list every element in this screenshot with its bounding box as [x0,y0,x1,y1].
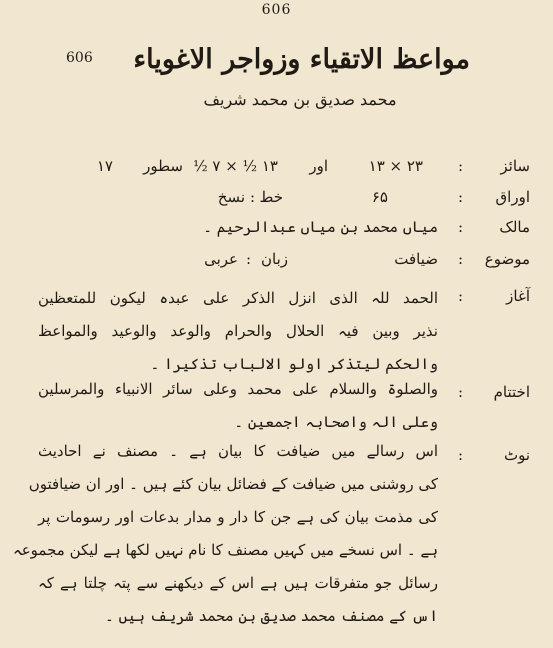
subject-label: موضوع [484,250,530,268]
language-value: عربی [204,250,238,268]
colon: : [457,188,463,206]
script-label: خط [259,188,283,206]
note-line: ہے ۔ اس نسخے میں کہیں مصنف کا نام نہیں لکھا ہے لیکن مجموعہ [12,541,438,559]
note-text [12,435,438,633]
owner-label: مالک [499,218,530,236]
folios-row [0,183,553,213]
owner-row [0,213,553,243]
ending-text [38,373,438,439]
ending-line: وعلی الہ واصحابہ اجمعین ۔ [234,413,438,431]
colon: : [457,287,463,305]
colon: : [457,250,463,268]
note-line: رسائل جو متفرقات ہیں ہے اس کے دیکھنے سے پتہ چلتا ہے کہ [38,574,438,592]
folios-label: اوراق [495,188,530,206]
colon: : [457,218,463,236]
size-inner-dimensions: ۱۳ ½ × ۷ ½ [193,157,278,175]
page-number: 606 [261,2,292,18]
lines-value: ۱۷ [96,157,113,175]
size-dimensions: ۲۳ × ۱۳ [368,157,423,175]
lines-label: سطور [143,157,183,175]
beginning-label: آغاز [506,287,530,305]
ending-line: والصلوۃ والسلام علی محمد وعلی سائر الانبیاء والمرسلین [38,380,438,398]
colon: : [249,188,255,206]
beginning-line: الحمد للہ الذی انزل الذکر علی عبدہ لیکون للمتعظین [38,289,438,307]
manuscript-author: محمد صدیق بن محمد شریف [203,90,397,109]
note-line: اس کے مصنف محمد صدیق بن محمد شریف ہیں ۔ [105,607,438,625]
beginning-line: نذیر وبین فیہ الحلال والحرام والوعد والوعید والمواعظ [38,322,438,340]
subject-row [0,245,553,275]
size-and: اور [309,157,328,175]
script-value: نسخ [217,188,245,206]
colon: : [457,446,463,464]
language-label: زبان [260,250,288,268]
ending-label: اختتام [493,383,530,401]
owner-value: میاں محمد بن میاں عبدالرحیم ۔ [203,218,438,236]
size-row [0,152,553,182]
side-page-number: 606 [66,50,93,66]
subject-value: ضیافت [394,250,438,268]
note-label: نوٹ [503,446,530,464]
colon: : [457,383,463,401]
beginning-text [38,282,438,381]
manuscript-title: مواعظ الاتقیاء وزواجر الاغویاء [133,44,470,75]
beginning-line: والحکم لیتذکر اولو الالباب تذکیرا ۔ [150,355,438,373]
colon: : [245,250,251,268]
folios-value: ۶۵ [371,188,388,206]
colon: : [457,157,463,175]
note-line: کی مذمت بیان کی ہے جن کا دار و مدار بدعات اور رسومات پر [38,508,438,526]
note-line: کی روشنی میں ضیافت کے فضائل بیان کئے ہیں ۔ اور ان ضیافتوں [28,475,438,493]
note-line: اس رسالے میں ضیافت کا بیان ہے ۔ مصنف نے احادیث [38,442,438,460]
size-label: سائز [500,157,530,175]
